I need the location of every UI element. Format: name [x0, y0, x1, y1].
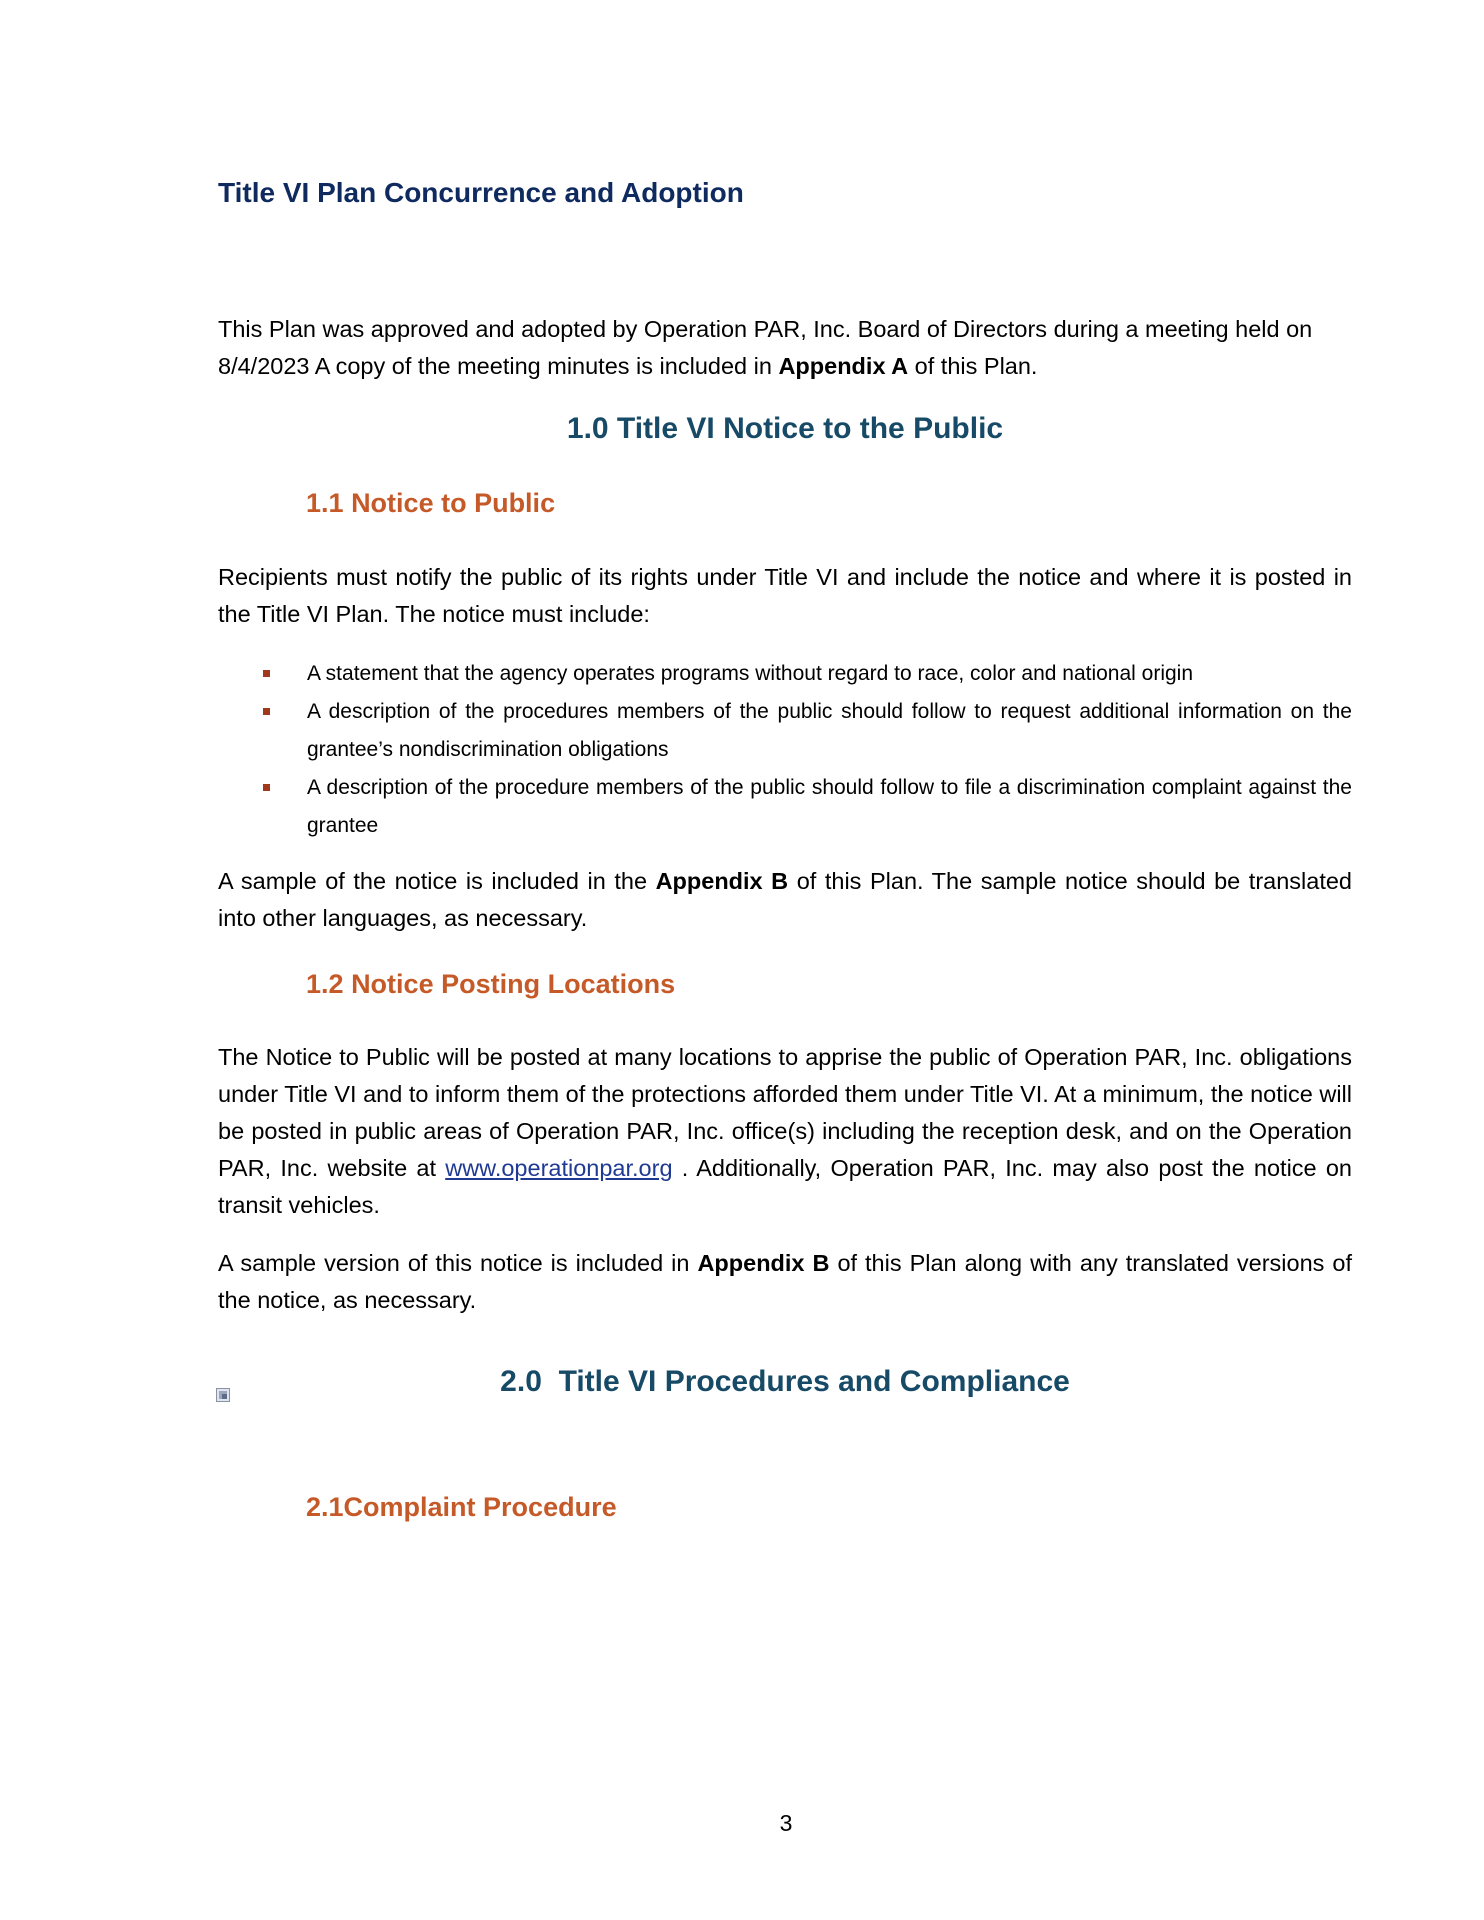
list-item-text: A description of the procedure members of the public should follow to file a discrimination complaint against the grantee [307, 776, 1352, 837]
appendix-b-ref: Appendix B [697, 1250, 830, 1276]
section-1-heading: 1.0 Title VI Notice to the Public [566, 412, 1004, 445]
adoption-line-2: 8/4/2023 A copy of the meeting minutes is included in [218, 353, 779, 379]
subsection-1-1-heading [306, 487, 555, 519]
appendix-a-ref: Appendix A [778, 353, 909, 379]
posting-locations-paragraph [218, 1039, 1352, 1224]
section-2-number: 2.0 [500, 1365, 542, 1398]
subsection-2-1-number: 2.1 [306, 1492, 344, 1522]
adoption-paragraph [218, 311, 1352, 385]
notice-requirements-list [263, 655, 1352, 845]
list-item [263, 655, 1352, 693]
posting-sample-paragraph [218, 1245, 1352, 1319]
square-bullet-icon [263, 784, 270, 791]
posting-locations-post: . Additionally, Operation PAR, Inc. may also post the notice on transit vehicles. [218, 1155, 1352, 1218]
broken-image-icon [216, 1388, 230, 1402]
subsection-1-2-title: Notice Posting Locations [351, 969, 676, 999]
notice-sample-paragraph [218, 863, 1352, 937]
subsection-2-1-heading [306, 1491, 617, 1523]
list-item [263, 769, 1352, 845]
list-item-text: A description of the procedures members of the public should follow to request additional information on the grantee’s nondiscrimination obligations [307, 700, 1352, 761]
notice-sample-pre: A sample of the notice is included in the [218, 868, 656, 894]
posting-sample-post: of this Plan along with any translated versions of the notice, as necessary. [218, 1250, 1353, 1313]
appendix-b-ref: Appendix B [655, 868, 789, 894]
square-bullet-icon [263, 708, 270, 715]
list-item-text: A statement that the agency operates programs without regard to race, color and national origin [307, 662, 1194, 685]
notice-sample-post: of this Plan. The sample notice should be translated into other languages, as necessary. [218, 868, 1352, 931]
plan-title: Title VI Plan Concurrence and Adoption [218, 177, 744, 208]
adoption-line-1: This Plan was approved and adopted by Operation PAR, Inc. Board of Directors during a meeting held on [218, 316, 1313, 342]
subsection-1-2-number: 1.2 [306, 969, 344, 999]
section-2-heading [218, 1364, 1352, 1400]
subsection-2-1-title: Complaint Procedure [343, 1492, 617, 1522]
section-2-title: Title VI Procedures and Compliance [558, 1365, 1070, 1398]
subsection-1-1-title: Notice to Public [351, 488, 556, 518]
subsection-1-1-number: 1.1 [306, 488, 344, 518]
website-link[interactable]: www.operationpar.org [445, 1155, 673, 1181]
square-bullet-icon [263, 670, 270, 677]
notice-intro-paragraph: Recipients must notify the public of its rights under Title VI and include the notice and where it is posted in the Title VI Plan. The notice must include: [218, 564, 1352, 627]
posting-locations-pre: The Notice to Public will be posted at many locations to apprise the public of Operation PAR, Inc. obligations under Title VI and to inform them of the protections afforded them under Title VI. At a minimum, the notice will be posted in public areas of Operation PAR, Inc. office(s) including the reception desk, and on the Operation PAR, Inc. website at [218, 1044, 1352, 1181]
adoption-line-2-end: of this Plan. [908, 353, 1038, 379]
subsection-1-2-heading [306, 968, 675, 1000]
page-number: 3 [779, 1810, 793, 1836]
posting-sample-pre: A sample version of this notice is included in [218, 1250, 698, 1276]
list-item [263, 693, 1352, 769]
